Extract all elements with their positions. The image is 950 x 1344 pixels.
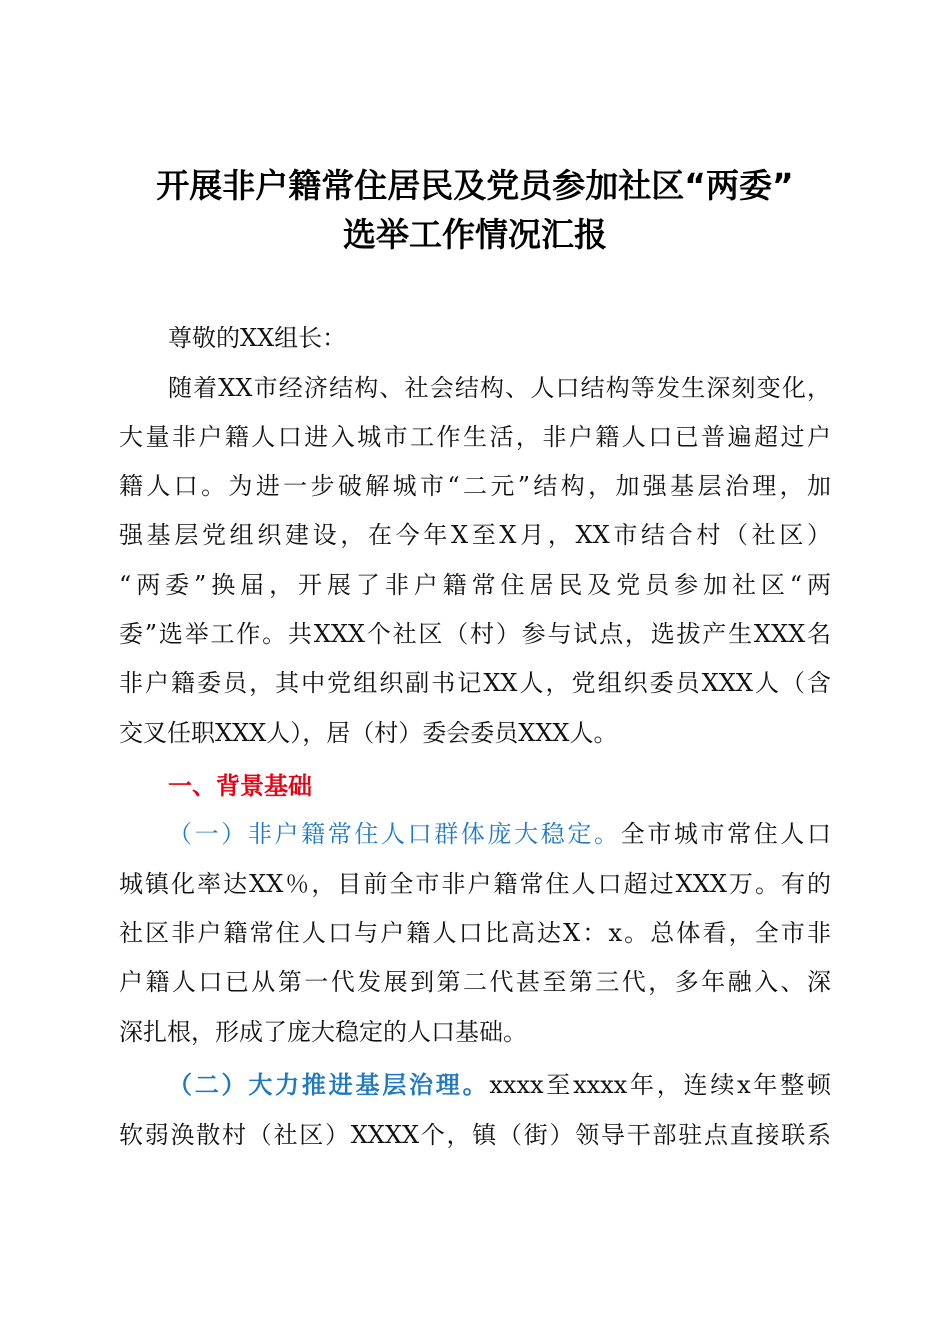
sub1-line-2: 城镇化率达XX％，目前全市非户籍常住人口超过XXX万。有的 (119, 870, 831, 898)
sub1-line-3: 社区非户籍常住人口与户籍人口比高达X：x。总体看，全市非 (119, 919, 831, 947)
sub1-line-4: 户籍人口已从第一代发展到第二代甚至第三代，多年融入、深 (119, 968, 831, 996)
intro-line-3: 籍人口。为进一步破解城市“二元”结构，加强基层治理，加 (119, 472, 831, 500)
document-title-line-2: 选举工作情况汇报 (343, 215, 607, 254)
section-heading-background: 一、背景基础 (168, 772, 312, 800)
sub1-line-5: 深扎根，形成了庞大稳定的人口基础。 (119, 1018, 527, 1046)
sub1-first-line (168, 810, 831, 858)
intro-line-4: 强基层党组织建设，在今年X至X月，XX市结合村（社区） (119, 521, 831, 549)
sub2-label: （二）大力推进基层治理。 (168, 1071, 490, 1099)
sub2-first-line-rest: xxxx至xxxx年，连续x年整顿 (489, 1071, 831, 1099)
sub2-line-2: 软弱涣散村（社区）XXXX个，镇（街）领导干部驻点直接联系 (119, 1121, 831, 1149)
intro-line-6: 委”选举工作。共XXX个社区（村）参与试点，选拔产生XXX名 (119, 620, 831, 648)
document-title-line-1: 开展非户籍常住居民及党员参加社区“两委” (156, 166, 794, 205)
intro-line-1: 随着XX市经济结构、社会结构、人口结构等发生深刻变化， (168, 374, 831, 402)
sub1-first-line-rest: 全市城市常住人口 (620, 820, 831, 848)
intro-line-2: 大量非户籍人口进入城市工作生活，非户籍人口已普遍超过户 (119, 423, 831, 451)
intro-line-8: 交叉任职XXX人），居（村）委会委员XXX人。 (119, 719, 618, 747)
intro-line-5: “两委”换届，开展了非户籍常住居民及党员参加社区“两 (119, 571, 831, 599)
sub2-first-line (168, 1061, 831, 1109)
salutation: 尊敬的XX组长： (168, 324, 347, 352)
intro-line-7: 非户籍委员，其中党组织副书记XX人，党组织委员XXX人（含 (119, 669, 831, 697)
sub1-label: （一）非户籍常住人口群体庞大稳定。 (168, 820, 621, 848)
